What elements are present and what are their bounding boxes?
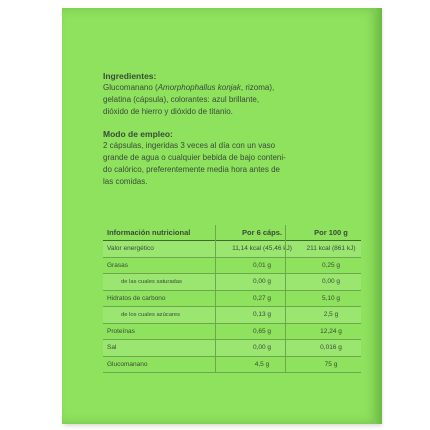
table-divider-2: [285, 225, 286, 373]
nutrition-per-dose: 11,14 kcal (45,46 kJ): [223, 241, 301, 258]
nutrition-header-row: [103, 225, 361, 241]
nutrition-row: [103, 323, 361, 340]
nutrition-per-dose: 4,5 g: [223, 356, 301, 373]
usage-line-2: grande de agua o cualquier bebida de bajo conteni-: [103, 153, 286, 162]
usage-line-4: las comidas.: [103, 177, 148, 186]
nutrition-label: de las cuales saturadas: [103, 274, 223, 291]
nutrition-table: [103, 225, 361, 373]
nutrition-per-100g: 0,00 g: [301, 274, 361, 291]
usage-heading: Modo de empleo:: [103, 129, 173, 139]
nutrition-row: [103, 356, 361, 373]
nutrition-header-label: Información nutricional: [103, 225, 223, 241]
ingredients-line-3: dióxido de hierro y dióxido de titanio.: [103, 107, 233, 116]
nutrition-per-dose: 0,00 g: [223, 340, 301, 357]
nutrition-per-100g: 0,016 g: [301, 340, 361, 357]
nutrition-per-100g: 12,24 g: [301, 323, 361, 340]
nutrition-per-100g: 211 kcal (861 kJ): [301, 241, 361, 258]
ingredients-species: Amorphophallus konjak: [157, 83, 241, 92]
nutrition-label: Grasas: [103, 257, 223, 274]
nutrition-label: Proteínas: [103, 323, 223, 340]
nutrition-row: [103, 340, 361, 357]
nutrition-header-per-100g: Por 100 g: [301, 225, 361, 241]
nutrition-per-100g: 0,25 g: [301, 257, 361, 274]
nutrition-label: Sal: [103, 340, 223, 357]
nutrition-per-dose: 0,01 g: [223, 257, 301, 274]
nutrition-label: Valor energético: [103, 241, 223, 258]
nutrition-label: Glucomanano: [103, 356, 223, 373]
nutrition-header-per-dose: Por 6 cáps.: [223, 225, 301, 241]
nutrition-per-100g: 5,10 g: [301, 290, 361, 307]
product-box-side-edge: [374, 8, 382, 424]
nutrition-per-dose: 0,00 g: [223, 274, 301, 291]
table-divider-1: [215, 225, 216, 373]
nutrition-row: [103, 257, 361, 274]
nutrition-per-dose: 0,65 g: [223, 323, 301, 340]
ingredients-heading: Ingredientes:: [103, 71, 157, 81]
nutrition-row: [103, 290, 361, 307]
nutrition-label: de los cuales azúcares: [103, 307, 223, 324]
nutrition-label: Hidratos de carbono: [103, 290, 223, 307]
usage-line-1: 2 cápsulas, ingeridas 3 veces al día con un vaso: [103, 141, 276, 150]
ingredients-line-1: Glucomanano (Amorphophallus konjak, rizoma),: [103, 83, 275, 92]
nutrition-row: [103, 307, 361, 324]
usage-line-3: do calórico, preferentemente media hora antes de: [103, 165, 280, 174]
nutrition-per-dose: 0,13 g: [223, 307, 301, 324]
nutrition-per-dose: 0,27 g: [223, 290, 301, 307]
nutrition-per-100g: 75 g: [301, 356, 361, 373]
nutrition-row: [103, 241, 361, 258]
nutrition-row: [103, 274, 361, 291]
label-text-block: [103, 70, 365, 188]
nutrition-per-100g: 2,5 g: [301, 307, 361, 324]
ingredients-line-2: gelatina (cápsula), colorantes: azul brillante,: [103, 95, 260, 104]
